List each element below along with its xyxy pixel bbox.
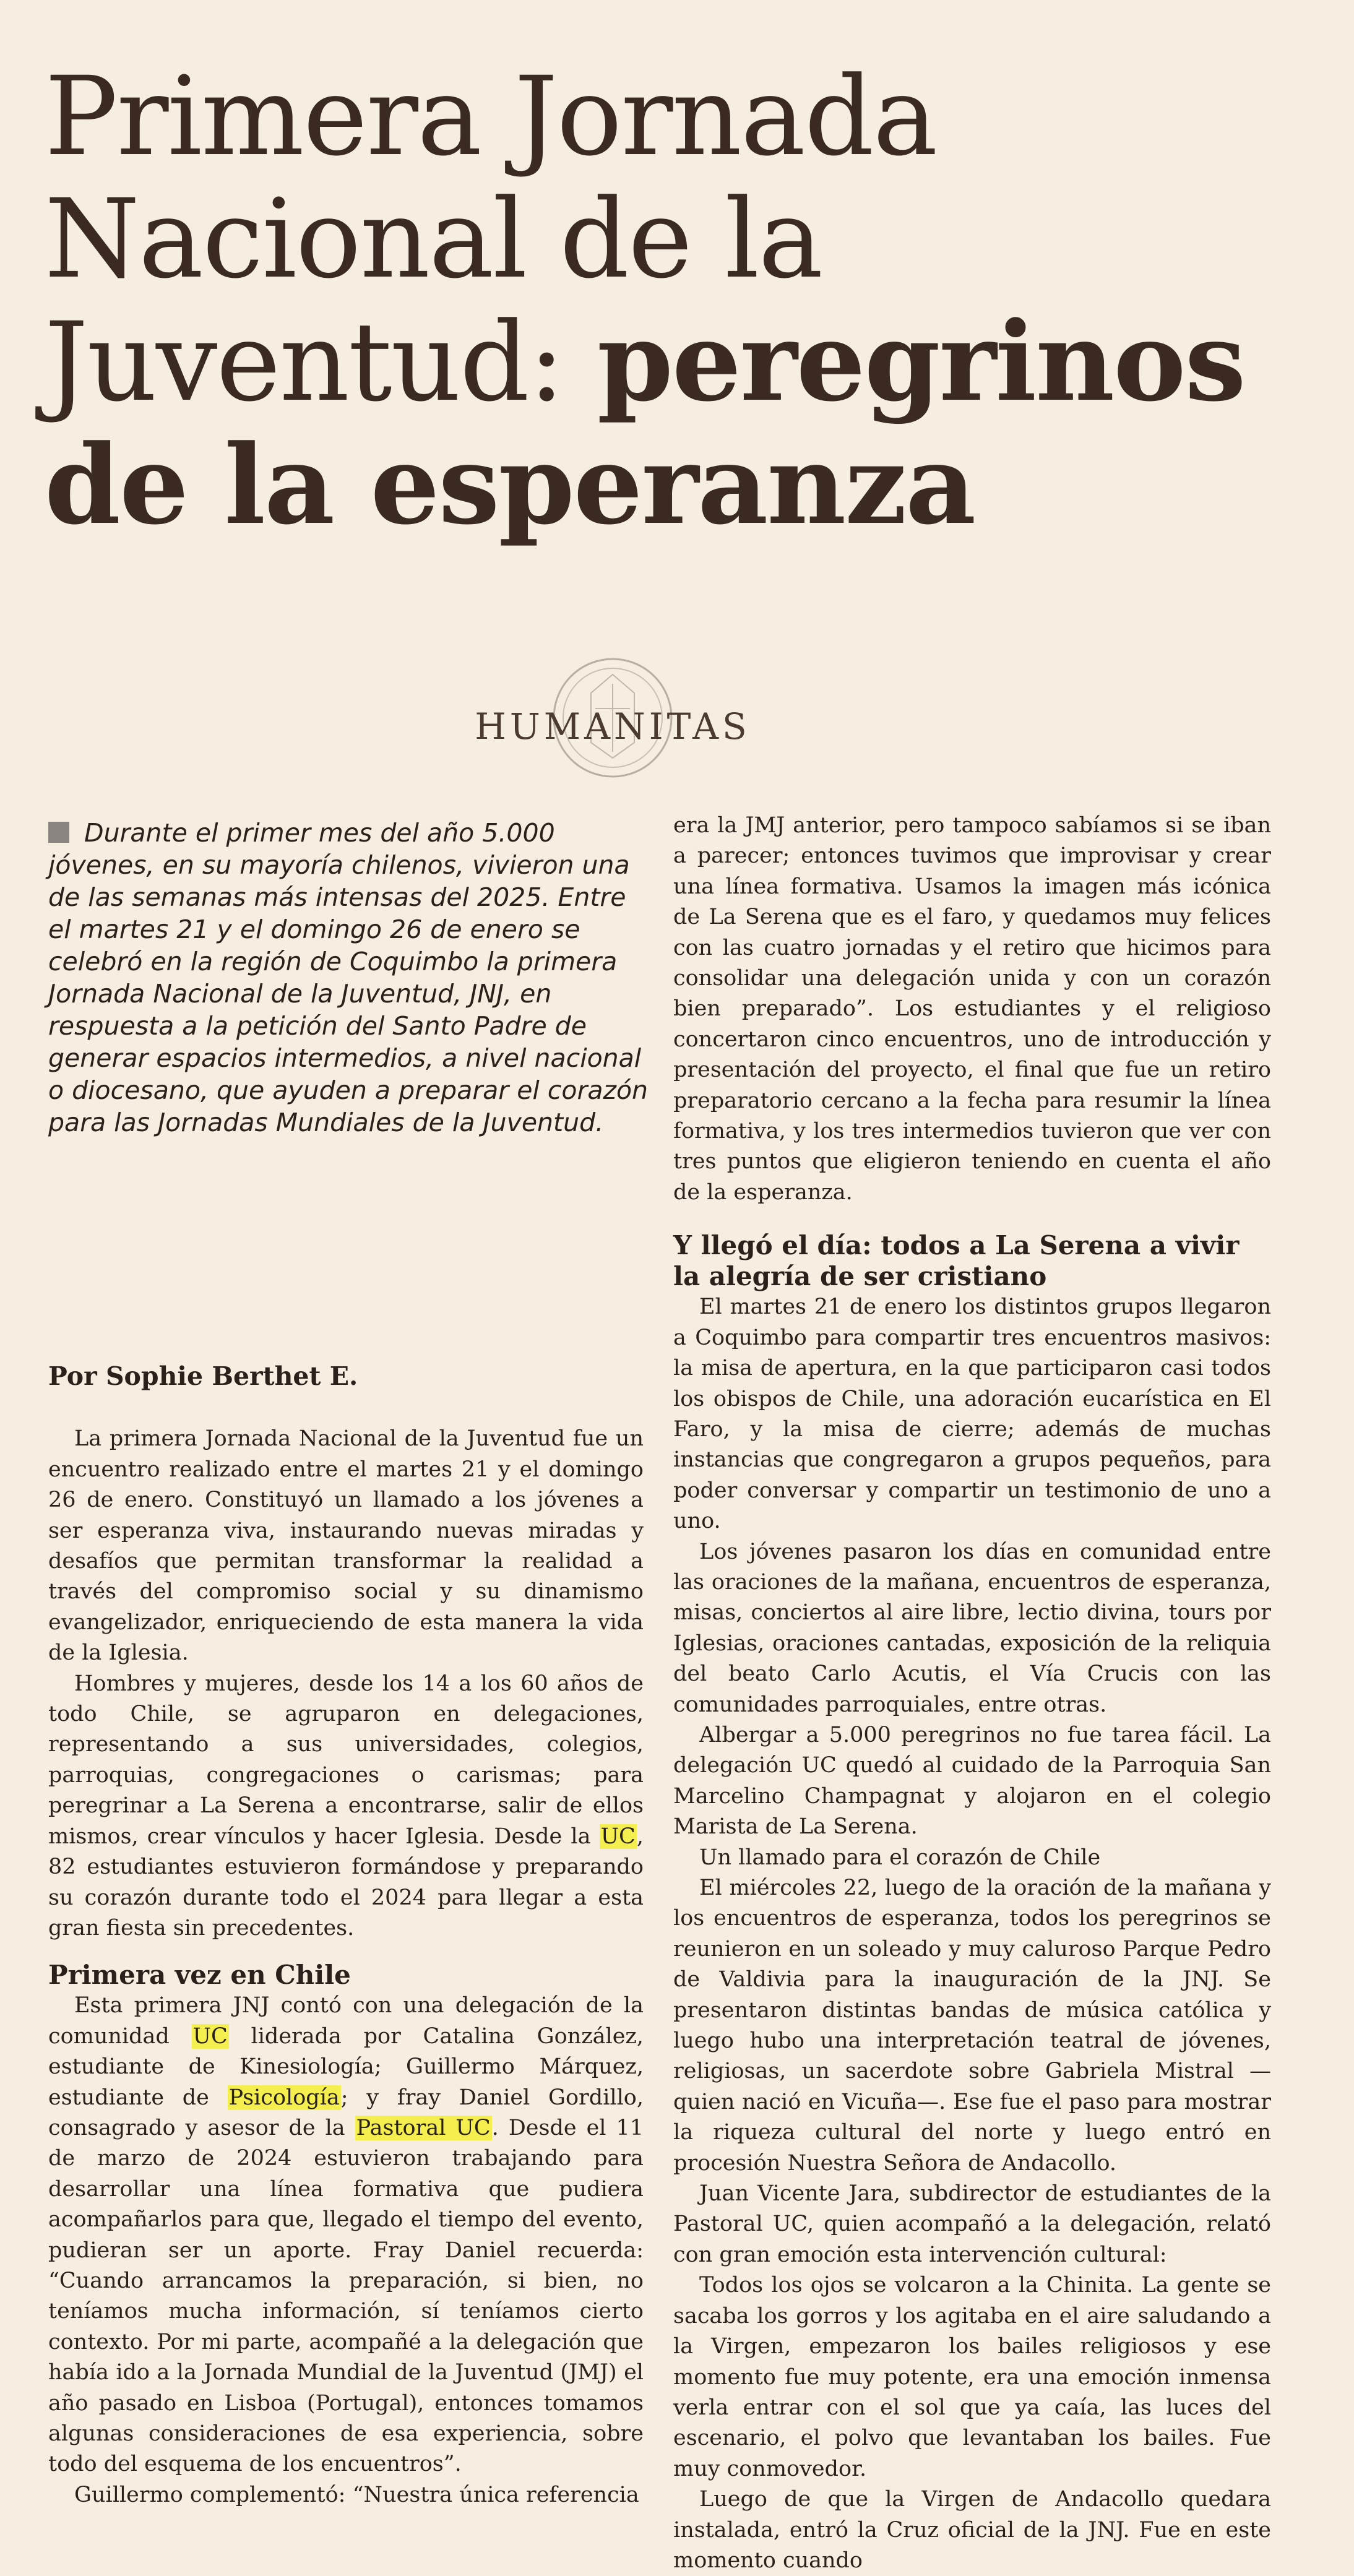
left-paragraph-4: Guillermo complementó: “Nuestra única referencia	[74, 2482, 639, 2507]
lead-square-icon	[48, 822, 69, 843]
right-column	[673, 811, 1271, 2576]
right-paragraph-1: era la JMJ anterior, pero tampoco sabíamos si se iban a parecer; entonces tuvimos que improvisar y crear una línea formativa. Usamos la imagen más icónica de La Serena que es el faro, y quedamos muy felices con las cuatro jornadas y el retiro que hicimos para consolidar una delegación unida y con un corazón bien preparado”. Los estudiantes y el religioso concertaron cinco encuentros, uno de introducción y presentación del proyecto, el final que fue un retiro preparatorio cercano a la fecha para resumir la línea formativa, y los tres intermedios tuvieron que ver con tres puntos que eligieron teniendo en cuenta el año de la esperanza.	[673, 813, 1271, 1205]
left-paragraph-2: Hombres y mujeres, desde los 14 a los 60 años de todo Chile, se agruparon en delegaciones, representando a sus universidades, colegios, parroquias, congregaciones o carismas; para peregrinar a La Serena a encontrarse, salir de ellos mismos, crear vínculos y hacer Iglesia. Desde la UC, 82 estudiantes estuvieron formándose y preparando su corazón durante todo el 2024 para llegar a esta gran fiesta sin precedentes.	[48, 1671, 644, 1941]
highlight-pastoral-uc: Pastoral UC	[356, 2115, 491, 2140]
right-paragraph-6: El miércoles 22, luego de la oración de la mañana y los encuentros de esperanza, todos los peregrinos se reunieron en un soleado y muy caluroso Parque Pedro de Valdivia para la inauguración de la JNJ. Se presentaron distintas bandas de música católica y luego hubo una interpretación teatral de jóvenes, religiosas, un sacerdote sobre Gabriela Mistral —quien nació en Vicuña—. Ese fue el paso para mostrar la riqueza cultural del norte y luego entró en procesión Nuestra Señora de Andacollo.	[673, 1876, 1271, 2176]
highlight-psicologia: Psicología	[228, 2085, 340, 2110]
headline-light: Primera Jornada Nacional de la Juventud:	[45, 53, 937, 426]
right-paragraph-8: Todos los ojos se volcaron a la Chinita. La gente se sacaba los gorros y los agitaba en el aire saludando a la Virgen, empezaron los bailes religiosos y ese momento fue muy potente, era una emoción inmensa verla entrar con el sol que ya caía, las luces del escenario, el polvo que levantaban los bailes. Fue muy conmovedor.	[673, 2273, 1271, 2481]
right-paragraph-3: Los jóvenes pasaron los días en comunidad entre las oraciones de la mañana, encuentros de esperanza, misas, conciertos al aire libre, lectio divina, tours por Iglesias, oraciones cantadas, exposición de la reliquia del beato Carlo Acutis, el Vía Crucis con las comunidades parroquiales, entre otras.	[673, 1539, 1271, 1717]
headline	[45, 53, 1319, 549]
left-paragraph-3: Esta primera JNJ contó con una delegación de la comunidad UC liderada por Catalina González, estudiante de Kinesiología; Guillermo Márquez, estudiante de Psicología; y fray Daniel Gordillo, consagrado y asesor de la Pastoral UC. Desde el 11 de marzo de 2024 estuvieron trabajando para desarrollar una línea formativa que pudiera acompañarlos para que, llegado el tiempo del evento, pudieran ser un aporte. Fray Daniel recuerda: “Cuando arrancamos la preparación, si bien, no teníamos mucha información, sí teníamos cierto contexto. Por mi parte, acompañé a la delegación que había ido a la Jornada Mundial de la Juventud (JMJ) el año pasado en Lisboa (Portugal), entonces tomamos algunas consideraciones de esa experiencia, sobre todo del esquema de los encuentros”.	[48, 1993, 644, 2477]
headline-bold: peregrinos de la esperanza	[45, 298, 1245, 549]
lead-text: Durante el primer mes del año 5.000 jóvenes, en su mayoría chilenos, vivieron una de las semanas más intensas del 2025. Entre el martes 21 y el domingo 26 de enero se celebró en la región de Coquimbo la primera Jornada Nacional de la Juventud, JNJ, en respuesta a la petición del Santo Padre de generar espacios intermedios, a nivel nacional o diocesano, que ayuden a preparar el corazón para las Jornadas Mundiales de la Juventud.	[48, 818, 649, 1137]
section-heading-llego-el-dia: Y llegó el día: todos a La Serena a vivir la alegría de ser cristiano	[673, 1230, 1240, 1292]
right-paragraph-4: Albergar a 5.000 peregrinos no fue tarea fácil. La delegación UC quedó al cuidado de la Parroquia San Marcelino Champagnat y alojaron en el colegio Marista de La Serena.	[673, 1722, 1271, 1840]
right-paragraph-5: Un llamado para el corazón de Chile	[699, 1845, 1101, 1870]
right-paragraph-2: El martes 21 de enero los distintos grupos llegaron a Coquimbo para compartir tres encuentros masivos: la misa de apertura, en la que participaron casi todos los obispos de Chile, una adoración eucarística en El Faro, y la misa de cierre; además de muchas instancias que congregaron a grupos pequeños, para poder conversar y compartir un testimonio de uno a uno.	[673, 1294, 1271, 1534]
highlight-uc-2: UC	[192, 2023, 228, 2049]
lead-paragraph	[48, 817, 655, 1139]
right-paragraph-9: Luego de que la Virgen de Andacollo quedara instalada, entró la Cruz oficial de la JNJ. Fue en este momento cuando	[673, 2487, 1271, 2573]
section-heading-primera-vez: Primera vez en Chile	[48, 1960, 351, 1991]
highlight-uc: UC	[600, 1824, 636, 1849]
byline: Por Sophie Berthet E.	[48, 1361, 358, 1391]
right-paragraph-7: Juan Vicente Jara, subdirector de estudiantes de la Pastoral UC, quien acompañó a la delegación, relató con gran emoción esta intervención cultural:	[673, 2181, 1271, 2267]
logo-text: HUMANITAS	[475, 705, 751, 747]
left-paragraph-1: La primera Jornada Nacional de la Juventud fue un encuentro realizado entre el martes 21 y el domingo 26 de enero. Constituyó un llamado a los jóvenes a ser esperanza viva, instaurando nuevas miradas y desafíos que permitan transformar la realidad a través del compromiso social y su dinamismo evangelizador, enriqueciendo de esta manera la vida de la Iglesia.	[48, 1426, 644, 1666]
left-column	[48, 1361, 644, 2510]
humanitas-logo	[458, 650, 767, 792]
